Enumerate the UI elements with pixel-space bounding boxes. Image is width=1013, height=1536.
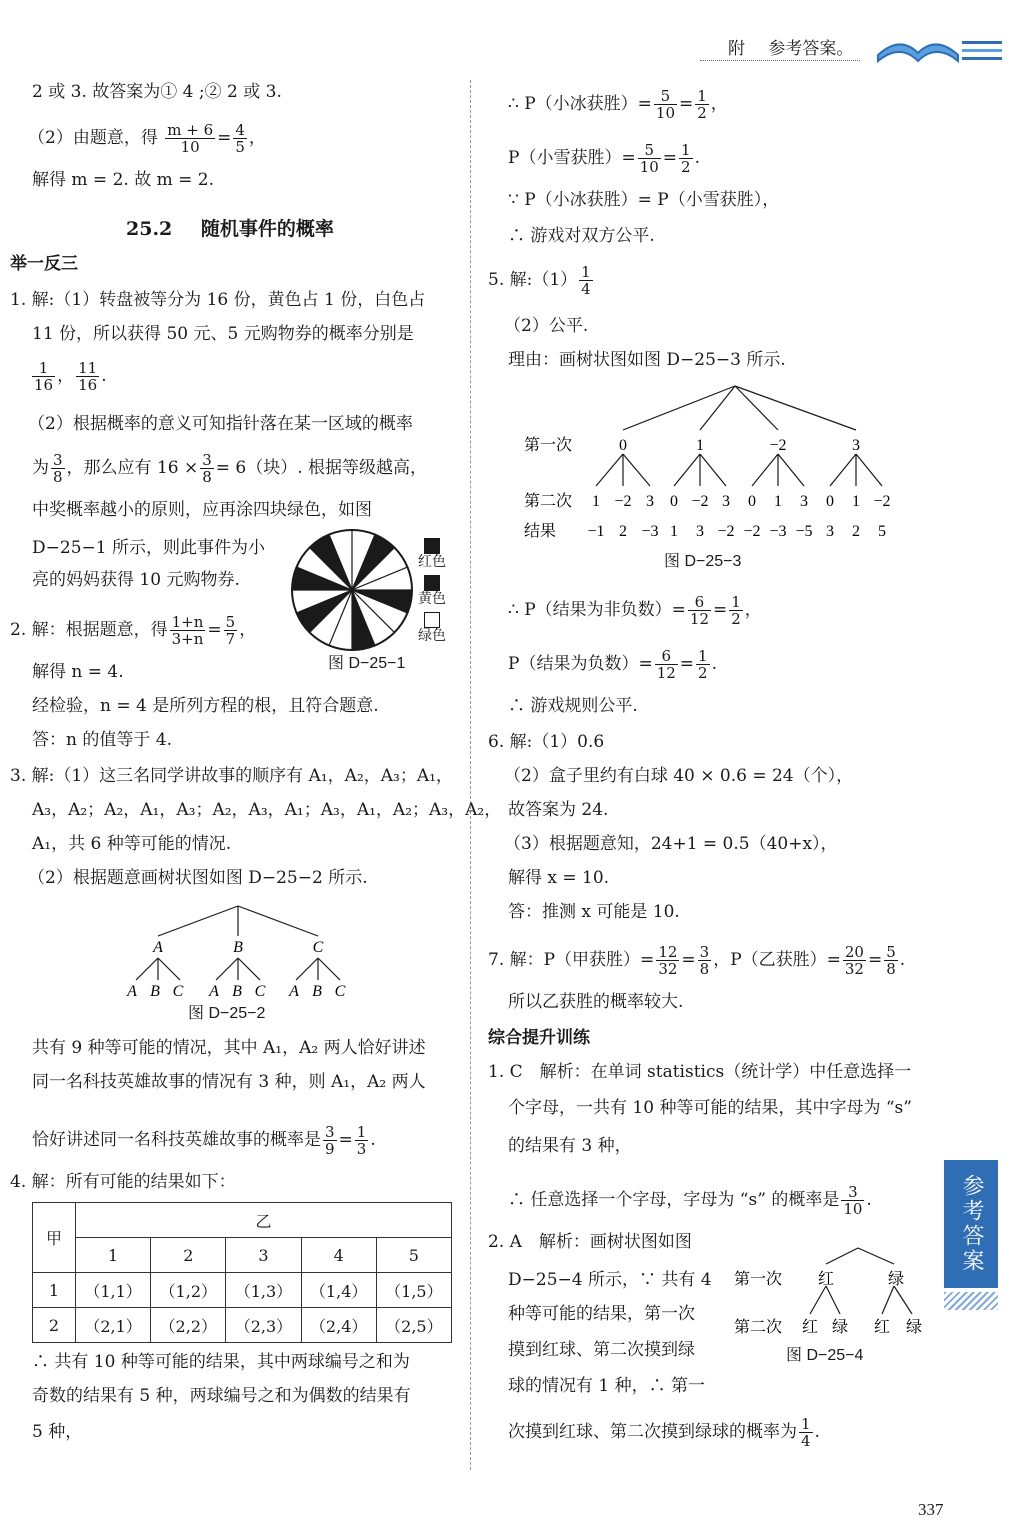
fraction bbox=[696, 648, 710, 681]
text: ， bbox=[239, 620, 257, 640]
tree3-label-first: 第一次 bbox=[524, 437, 573, 454]
fraction bbox=[200, 452, 214, 485]
q4-line-a: 4. 解：所有可能的结果如下： bbox=[10, 1172, 236, 1192]
q3-line-a: 3. 解:（1）这三名同学讲故事的顺序有 A₁，A₂，A₃；A₁， bbox=[10, 766, 453, 786]
table-cell: （2,3） bbox=[226, 1308, 301, 1343]
q3-line-b: A₃，A₂；A₂，A₁，A₃；A₂，A₃，A₁；A₃，A₁，A₂；A₃，A₂， bbox=[32, 800, 502, 820]
tree4-top-node: 绿 bbox=[887, 1269, 905, 1288]
fraction bbox=[698, 944, 712, 977]
right-line-4: ∴ 游戏对双方公平. bbox=[508, 226, 655, 246]
text: 7. 解：P（甲获胜）= bbox=[488, 950, 655, 970]
equals: = bbox=[217, 128, 232, 148]
table-group-header: 乙 bbox=[76, 1203, 452, 1238]
denominator: 10 bbox=[843, 1200, 863, 1218]
tree2-node-a: A bbox=[153, 939, 163, 956]
table-col-header: 3 bbox=[226, 1238, 301, 1273]
q7-line-a bbox=[488, 944, 905, 977]
text: . bbox=[694, 148, 700, 168]
q4-line-d: 5 种， bbox=[32, 1422, 83, 1442]
q1-line-e: 中奖概率越小的原则，应再涂四块绿色，如图 bbox=[32, 500, 372, 520]
tree3-result-value: −5 bbox=[795, 523, 813, 540]
numerator: 12 bbox=[658, 943, 678, 961]
tree4-top-node: 红 bbox=[817, 1269, 835, 1288]
fraction bbox=[579, 264, 593, 297]
tree3-result-value: −2 bbox=[743, 523, 761, 540]
tree2-leaf: C bbox=[254, 983, 266, 1000]
q5-line-c: 理由：画树状图如图 D−25−3 所示. bbox=[508, 350, 786, 370]
tree3-second-node: 3 bbox=[646, 493, 654, 510]
left-line-3: 解得 m = 2. 故 m = 2. bbox=[32, 170, 214, 190]
fraction bbox=[51, 452, 65, 485]
denominator: 7 bbox=[225, 630, 236, 648]
text: （2）由题意，得 bbox=[28, 128, 158, 148]
text: ∴ P（结果为非负数）= bbox=[508, 600, 686, 620]
q1-line-g: 亮的妈妈获得 10 元购物券. bbox=[32, 570, 240, 590]
numerator: 5 bbox=[654, 88, 677, 105]
c1-line-d bbox=[508, 1184, 872, 1217]
fraction bbox=[843, 944, 866, 977]
text: . bbox=[866, 1190, 872, 1210]
tree3-result-value: −1 bbox=[587, 523, 605, 540]
numerator: 3 bbox=[841, 1184, 864, 1201]
tree3-second-node: 1 bbox=[592, 493, 600, 510]
table-cell: （1,4） bbox=[301, 1273, 376, 1308]
tree4-leaf: 红 bbox=[801, 1317, 819, 1336]
tree3-result-value: 5 bbox=[878, 523, 886, 540]
q6-line-c: 故答案为 24. bbox=[508, 800, 609, 820]
fraction bbox=[656, 944, 679, 977]
c2-line-f bbox=[508, 1416, 820, 1449]
q3-line-f: 同一名科技英雄故事的情况有 3 种，则 A₁，A₂ 两人 bbox=[32, 1072, 426, 1092]
denominator: 8 bbox=[53, 468, 63, 486]
text: . bbox=[899, 950, 906, 970]
fraction bbox=[638, 142, 661, 175]
tree3-second-node: 1 bbox=[774, 493, 782, 510]
fraction bbox=[688, 594, 711, 627]
page-number: 337 bbox=[918, 1500, 944, 1519]
figure-caption-3: 图 D−25−3 bbox=[664, 553, 742, 570]
q2-line-a bbox=[10, 614, 256, 647]
numerator: 1 bbox=[698, 647, 708, 665]
tree-diagram-2 bbox=[118, 902, 358, 1002]
numerator: 6 bbox=[688, 594, 711, 611]
numerator: 3 bbox=[699, 943, 710, 961]
tree2-leaf: B bbox=[232, 983, 242, 1000]
section-name: 随机事件的概率 bbox=[200, 218, 334, 240]
fraction bbox=[655, 648, 678, 681]
table-col-header: 1 bbox=[76, 1238, 151, 1273]
section-title bbox=[126, 214, 334, 241]
legend-green-label: 绿色 bbox=[418, 628, 446, 644]
q1-line-f: D−25−1 所示，则此事件为小 bbox=[32, 538, 265, 558]
fraction bbox=[323, 1124, 337, 1157]
equals: = bbox=[867, 950, 883, 970]
right-line-2 bbox=[508, 142, 700, 175]
text: 2. 解：根据题意，得 bbox=[10, 620, 168, 640]
fraction bbox=[884, 944, 898, 977]
table-col-header: 2 bbox=[151, 1238, 226, 1273]
c2-line-c: 种等可能的结果，第一次 bbox=[508, 1304, 695, 1324]
subhead-practice: 举一反三 bbox=[10, 254, 78, 274]
header-rule bbox=[700, 60, 860, 61]
fraction bbox=[224, 614, 238, 647]
q5-line-b: （2）公平. bbox=[504, 316, 589, 336]
equals: = bbox=[338, 1130, 353, 1150]
numerator: 11 bbox=[78, 359, 98, 377]
tree2-node-c: C bbox=[312, 939, 324, 956]
denominator: 3+n bbox=[171, 630, 204, 648]
tree3-second-node: 0 bbox=[826, 493, 834, 510]
text: 5. 解:（1） bbox=[488, 270, 578, 290]
tree3-second-node: −2 bbox=[873, 493, 891, 510]
numerator: 1 bbox=[681, 141, 691, 159]
header-dot: 。 bbox=[836, 39, 854, 59]
figure-caption-2: 图 D−25−2 bbox=[188, 1005, 266, 1022]
q3-line-g bbox=[32, 1124, 376, 1157]
equals: = bbox=[679, 94, 694, 114]
denominator: 10 bbox=[655, 104, 675, 122]
header-book-icon bbox=[870, 25, 1005, 70]
tree2-leaf: C bbox=[334, 983, 346, 1000]
fraction bbox=[355, 1124, 369, 1157]
q4-line-b: ∴ 共有 10 种等可能的结果，其中两球编号之和为 bbox=[32, 1352, 410, 1372]
q5-line-e bbox=[508, 648, 717, 681]
tree-diagram-3 bbox=[520, 382, 910, 547]
c1-line-a: 1. C 解析：在单词 statistics（统计学）中任意选择一 bbox=[488, 1062, 912, 1082]
c2-line-d: 摸到红球、第二次摸到绿 bbox=[508, 1340, 695, 1360]
tree3-second-node: 0 bbox=[748, 493, 756, 510]
tree4-label-first: 第一次 bbox=[734, 1269, 783, 1288]
column-divider bbox=[470, 80, 471, 1470]
fraction bbox=[841, 1184, 864, 1217]
table-row-header: 2 bbox=[33, 1308, 76, 1343]
c1-line-b: 个字母，一共有 10 种等可能的结果，其中字母为 “s” bbox=[508, 1098, 912, 1118]
denominator: 12 bbox=[656, 664, 676, 682]
q6-line-f: 答：推测 x 可能是 10. bbox=[508, 902, 680, 922]
denominator: 12 bbox=[689, 610, 709, 628]
tree3-label-second: 第二次 bbox=[524, 493, 573, 510]
denominator: 8 bbox=[202, 468, 212, 486]
denominator: 16 bbox=[34, 376, 54, 394]
q1-line-a: 1. 解:（1）转盘被等分为 16 份，黄色占 1 份，白色占 bbox=[10, 290, 426, 310]
tree4-label-second: 第二次 bbox=[734, 1317, 783, 1336]
denominator: 10 bbox=[180, 138, 200, 156]
equals: = bbox=[207, 620, 222, 640]
tree3-result-value: −3 bbox=[641, 523, 659, 540]
tree3-result-value: 3 bbox=[826, 523, 834, 540]
q2-line-b: 解得 n = 4. bbox=[32, 662, 124, 682]
text: ， bbox=[710, 94, 728, 114]
tree3-top-node: −2 bbox=[769, 437, 787, 454]
table-cell: （1,1） bbox=[76, 1273, 151, 1308]
tree3-result-value: 2 bbox=[619, 523, 627, 540]
table-col-header: 5 bbox=[376, 1238, 451, 1273]
numerator: 1 bbox=[32, 360, 55, 377]
legend-green-swatch bbox=[424, 612, 440, 628]
left-line-2 bbox=[28, 122, 266, 155]
text: ， bbox=[248, 128, 266, 148]
q6-line-b: （2）盒子里约有白球 40 × 0.6 = 24（个）， bbox=[504, 766, 854, 786]
denominator: 5 bbox=[235, 138, 245, 156]
numerator: 1+n bbox=[171, 613, 204, 631]
tree3-second-node: 1 bbox=[852, 493, 860, 510]
text: ， bbox=[744, 600, 762, 620]
q1-line-c: （2）根据概率的意义可知指针落在某一区域的概率 bbox=[28, 414, 413, 434]
numerator: 1 bbox=[731, 593, 741, 611]
tree2-node-b: B bbox=[233, 939, 243, 956]
legend-red-label: 红色 bbox=[418, 554, 446, 570]
numerator: m + 6 bbox=[167, 121, 214, 139]
tree3-top-node: 1 bbox=[696, 437, 704, 454]
spinner-figure bbox=[290, 528, 420, 656]
denominator: 2 bbox=[697, 104, 707, 122]
table-row-header: 1 bbox=[33, 1273, 76, 1308]
numerator: 6 bbox=[655, 648, 678, 665]
numerator: 1 bbox=[697, 87, 707, 105]
q3-line-d: （2）根据题意画树状图如图 D−25−2 所示. bbox=[28, 868, 368, 888]
tree3-second-node: 0 bbox=[670, 493, 678, 510]
tree3-second-node: −2 bbox=[614, 493, 632, 510]
spinner-legend bbox=[418, 538, 446, 645]
side-tab-answers: 参考答案 bbox=[944, 1160, 998, 1288]
fraction bbox=[729, 594, 743, 627]
table-cell: （1,5） bbox=[376, 1273, 451, 1308]
q6-line-a: 6. 解:（1）0.6 bbox=[488, 732, 605, 752]
tree3-result-value: −2 bbox=[717, 523, 735, 540]
header-appendix: 附 bbox=[728, 39, 745, 59]
text: 次摸到红球、第二次摸到绿球的概率为 bbox=[508, 1422, 797, 1442]
fraction bbox=[654, 88, 677, 121]
c2-line-a: 2. A 解析：画树状图如图 bbox=[488, 1232, 692, 1252]
tree3-top-node: 3 bbox=[852, 437, 860, 454]
c2-line-e: 球的情况有 1 种，∴ 第一 bbox=[508, 1376, 706, 1396]
fraction bbox=[170, 614, 206, 647]
denominator: 32 bbox=[844, 960, 864, 978]
q4-line-c: 奇数的结果有 5 种，两球编号之和为偶数的结果有 bbox=[32, 1386, 411, 1406]
tree2-leaf: B bbox=[312, 983, 322, 1000]
fraction bbox=[799, 1416, 813, 1449]
text: . bbox=[101, 366, 107, 386]
q2-line-c: 经检验，n = 4 是所列方程的根，且符合题意. bbox=[32, 696, 379, 716]
numerator: 3 bbox=[325, 1123, 335, 1141]
tree3-result-value: 3 bbox=[696, 523, 704, 540]
denominator: 16 bbox=[78, 376, 98, 394]
numerator: 5 bbox=[886, 943, 896, 961]
table-cell: （2,5） bbox=[376, 1308, 451, 1343]
text: ，那么应有 16 × bbox=[66, 458, 199, 478]
right-line-3: ∵ P（小冰获胜）= P（小雪获胜）， bbox=[508, 190, 780, 210]
text: = 6（块）. 根据等级越高， bbox=[215, 458, 428, 478]
numerator: 3 bbox=[53, 451, 63, 469]
fraction bbox=[32, 360, 55, 393]
denominator: 3 bbox=[356, 1140, 367, 1158]
text: P（小雪获胜）= bbox=[508, 148, 636, 168]
q3-line-c: A₁，共 6 种等可能的情况. bbox=[32, 834, 232, 854]
numerator: 5 bbox=[638, 142, 661, 159]
c1-line-c: 的结果有 3 种， bbox=[508, 1136, 632, 1156]
fraction bbox=[695, 88, 709, 121]
table-col-header: 4 bbox=[301, 1238, 376, 1273]
q1-line-b: 11 份，所以获得 50 元、5 元购物券的概率分别是 bbox=[32, 324, 414, 344]
denominator: 10 bbox=[639, 158, 659, 176]
tree3-second-node: −2 bbox=[691, 493, 709, 510]
denominator: 4 bbox=[581, 280, 591, 298]
q7-line-b: 所以乙获胜的概率较大. bbox=[508, 992, 684, 1012]
numerator: 1 bbox=[581, 263, 591, 281]
legend-yellow-label: 黄色 bbox=[418, 591, 446, 607]
tree2-leaf: A bbox=[209, 983, 219, 1000]
denominator: 9 bbox=[325, 1140, 335, 1158]
q6-line-d: （3）根据题意知，24+1 = 0.5（40+x）， bbox=[504, 834, 838, 854]
numerator: 5 bbox=[225, 613, 236, 631]
tree3-top-node: 0 bbox=[619, 437, 627, 454]
text: . bbox=[370, 1130, 376, 1150]
numerator: 1 bbox=[356, 1123, 367, 1141]
tree2-leaf: A bbox=[127, 983, 137, 1000]
right-line-1 bbox=[508, 88, 728, 121]
header-title: 参考答案 bbox=[768, 39, 837, 59]
table-cell: （2,1） bbox=[76, 1308, 151, 1343]
page-header bbox=[728, 34, 853, 59]
result-table bbox=[32, 1202, 452, 1343]
q1-line-d bbox=[32, 452, 427, 485]
table-row bbox=[33, 1273, 452, 1308]
tree3-label-result: 结果 bbox=[524, 523, 557, 540]
table-cell: （1,3） bbox=[226, 1273, 301, 1308]
q5-line-f: ∴ 游戏规则公平. bbox=[508, 696, 638, 716]
legend-red-swatch bbox=[424, 538, 440, 554]
table-cell: （1,2） bbox=[151, 1273, 226, 1308]
tree3-result-value: −3 bbox=[769, 523, 787, 540]
q1-fractions bbox=[30, 360, 107, 393]
text: ∴ 任意选择一个字母，字母为 “s” 的概率是 bbox=[508, 1190, 840, 1210]
text: ， bbox=[57, 366, 75, 386]
q6-line-e: 解得 x = 10. bbox=[508, 868, 610, 888]
tree2-leaf: B bbox=[150, 983, 160, 1000]
denominator: 2 bbox=[681, 158, 691, 176]
table-cell: （2,2） bbox=[151, 1308, 226, 1343]
q2-line-d: 答：n 的值等于 4. bbox=[32, 730, 172, 750]
denominator: 2 bbox=[698, 664, 708, 682]
table-row bbox=[33, 1308, 452, 1343]
fraction bbox=[233, 122, 247, 155]
tree3-result-value: 1 bbox=[670, 523, 678, 540]
equals: = bbox=[681, 950, 696, 970]
tree4-leaf: 绿 bbox=[905, 1317, 923, 1336]
left-line-1: 2 或 3. 故答案为① 4 ;② 2 或 3. bbox=[32, 82, 282, 102]
text: P（结果为负数）= bbox=[508, 654, 653, 674]
table-cell: （2,4） bbox=[301, 1308, 376, 1343]
tree3-result-row bbox=[587, 523, 886, 540]
q3-line-e: 共有 9 种等可能的情况，其中 A₁，A₂ 两人恰好讲述 bbox=[32, 1038, 426, 1058]
table-corner: 甲 bbox=[33, 1203, 76, 1273]
text: . bbox=[711, 654, 717, 674]
text: ，P（乙获胜）= bbox=[713, 950, 841, 970]
equals: = bbox=[713, 600, 728, 620]
figure-caption-1: 图 D−25−1 bbox=[328, 655, 406, 672]
tree3-second-node: 3 bbox=[722, 493, 730, 510]
legend-yellow-swatch bbox=[424, 575, 440, 591]
tree2-leaf: A bbox=[289, 983, 299, 1000]
tree4-leaf: 红 bbox=[873, 1317, 891, 1336]
denominator: 4 bbox=[801, 1432, 811, 1450]
tree4-leaf: 绿 bbox=[831, 1317, 849, 1336]
text: 为 bbox=[32, 458, 49, 478]
text: 恰好讲述同一名科技英雄故事的概率是 bbox=[32, 1130, 321, 1150]
tree2-leaf: C bbox=[172, 983, 184, 1000]
fraction bbox=[165, 122, 215, 155]
denominator: 8 bbox=[699, 960, 710, 978]
numerator: 3 bbox=[202, 451, 212, 469]
c2-line-b: D−25−4 所示，∵ 共有 4 bbox=[508, 1270, 712, 1290]
tree-diagram-4 bbox=[730, 1244, 930, 1340]
section-number: 25.2 bbox=[126, 218, 173, 240]
q5-line-a bbox=[488, 264, 595, 297]
numerator: 1 bbox=[801, 1415, 811, 1433]
equals: = bbox=[662, 148, 678, 168]
tree3-second-row bbox=[592, 493, 891, 510]
side-tab-hatch bbox=[944, 1292, 998, 1310]
fraction bbox=[679, 142, 693, 175]
denominator: 2 bbox=[731, 610, 741, 628]
tree3-result-value: 2 bbox=[852, 523, 860, 540]
numerator: 4 bbox=[235, 121, 245, 139]
denominator: 8 bbox=[886, 960, 896, 978]
equals: = bbox=[679, 654, 695, 674]
text: . bbox=[814, 1422, 820, 1442]
tree3-second-node: 3 bbox=[800, 493, 808, 510]
figure-caption-4: 图 D−25−4 bbox=[786, 1347, 864, 1364]
text: ∴ P（小冰获胜）= bbox=[508, 94, 652, 114]
denominator: 32 bbox=[658, 960, 678, 978]
subhead-comprehensive: 综合提升训练 bbox=[488, 1028, 590, 1048]
q5-line-d bbox=[508, 594, 762, 627]
numerator: 20 bbox=[844, 943, 864, 961]
fraction bbox=[76, 360, 99, 393]
